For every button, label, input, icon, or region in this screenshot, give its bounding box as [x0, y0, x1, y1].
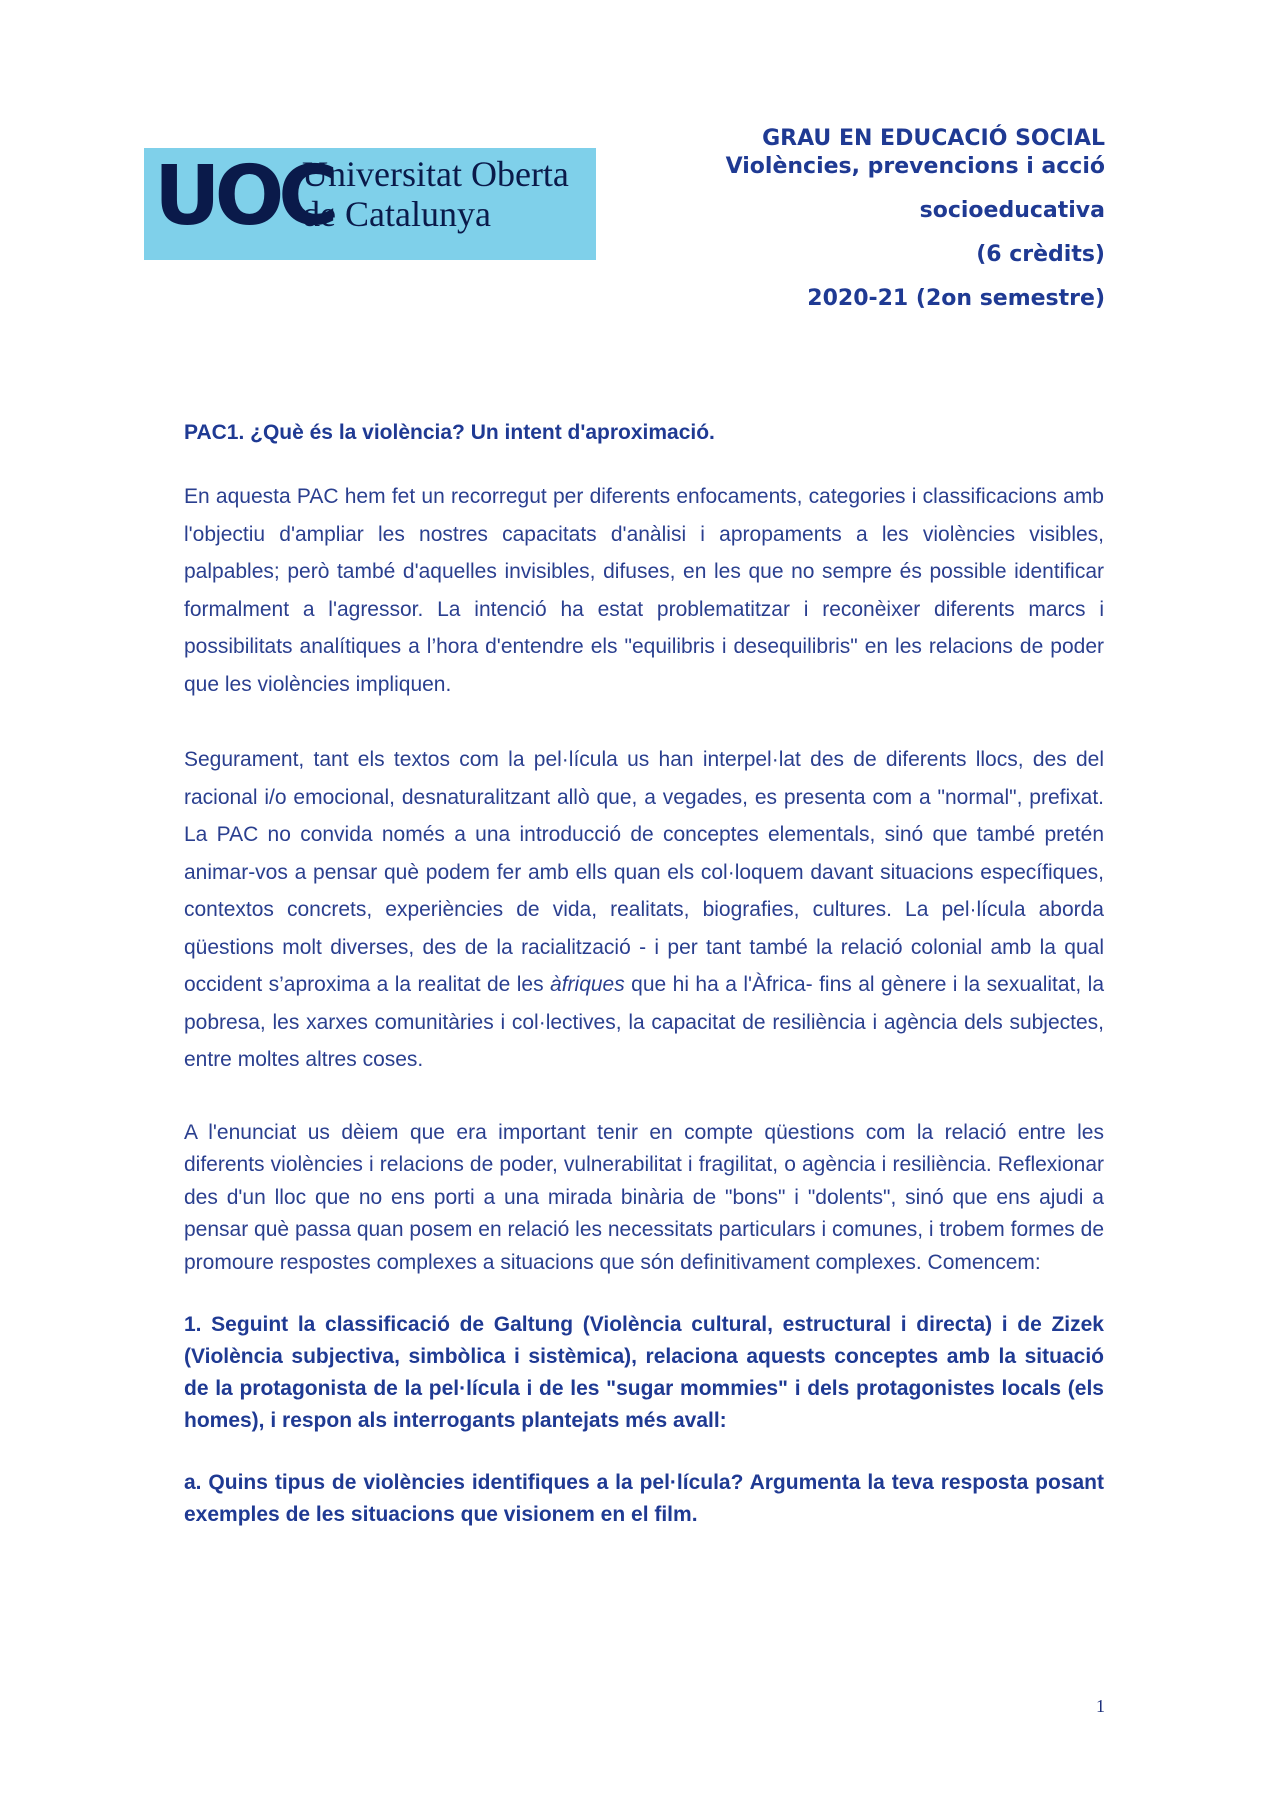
university-name-line1: Universitat Oberta [302, 154, 569, 194]
paragraph-film-italic: àfriques [550, 973, 625, 996]
paragraph-statement: A l'enunciat us dèiem que era important tenir en compte qüestions com la relació entre les diferents violències i relacions de poder, vulnerabilitat i fragilitat, o agència i resiliència. Reflexionar des d'un lloc que no ens porti a una mirada binària de "bons" i "dolents", sinó que ens ajudi a pensar què passa quan posem en relació les necessitats particulars i comunes, i trobem formes de promoure respostes complexes a situacions que són definitivament complexes. Comencem: [184, 1120, 1104, 1274]
course-credits: (6 crèdits) [976, 242, 1105, 267]
document-body [184, 418, 1104, 1531]
question-1: 1. Seguint la classificació de Galtung (Violència cultural, estructural i directa) i de Zizek (Violència subjectiva, simbòlica i sistèmica), relaciona aquests conceptes amb la situació de la protagonista de la pel·lícula i de les "sugar mommies" i dels protagonistes locals (els homes), i respon als interrogants plantejats més avall: [184, 1313, 1104, 1432]
subject-title-line2: socioeducativa [919, 198, 1105, 223]
university-name-line2: de Catalunya [302, 194, 491, 234]
paragraph-film-text-end: que hi ha a l'Àfrica- fins al gènere i la sexualitat, la pobresa, les xarxes comunitàries i col·lectives, la capacitat de resiliència i agència dels subjectes, entre moltes altres coses. [184, 973, 1104, 1071]
paragraph-intro: En aquesta PAC hem fet un recorregut per diferents enfocaments, categories i classificacions amb l'objectiu d'ampliar les nostres capacitats d'anàlisi i apropaments a les violències visibles, palpables; però també d'aquelles invisibles, difuses, en les que no sempre és possible identificar formalment a l'agressor. La intenció ha estat problematitzar i reconèixer diferents marcs i possibilitats analítiques a l’hora d'entendre els "equilibris i desequilibris" en les relacions de poder que les violències impliquen. [184, 485, 1104, 696]
paragraph-film [184, 741, 1104, 1079]
subject-title-line1: Violències, prevencions i acció [725, 154, 1105, 179]
uoc-logo-mark: UOC [154, 149, 333, 244]
uoc-logo [144, 148, 596, 260]
question-1a: a. Quins tipus de violències identifiques a la pel·lícula? Argumenta la teva resposta posant exemples de les situacions que visionem en el film. [184, 1471, 1104, 1526]
degree-title: GRAU EN EDUCACIÓ SOCIAL [762, 126, 1105, 151]
academic-year: 2020-21 (2on semestre) [807, 286, 1105, 311]
paragraph-film-text-start: Segurament, tant els textos com la pel·lícula us han interpel·lat des de diferents llocs, des del racional i/o emocional, desnaturalitzant allò que, a vegades, es presenta com a "normal", prefixat. La PAC no convida només a una introducció de conceptes elementals, sinó que també pretén animar-vos a pensar què podem fer amb ells quan els col·loquem davant situacions específiques, contextos concrets, experiències de vida, realitats, biografies, cultures. La pel·lícula aborda qüestions molt diverses, des de la racialització - i per tant també la relació colonial amb la qual occident s’aproxima a la realitat de les [184, 748, 1104, 996]
course-header [726, 125, 1105, 313]
university-name [302, 154, 569, 234]
page-number: 1 [1096, 1696, 1105, 1716]
document-title: PAC1. ¿Què és la violència? Un intent d'aproximació. [184, 421, 715, 444]
